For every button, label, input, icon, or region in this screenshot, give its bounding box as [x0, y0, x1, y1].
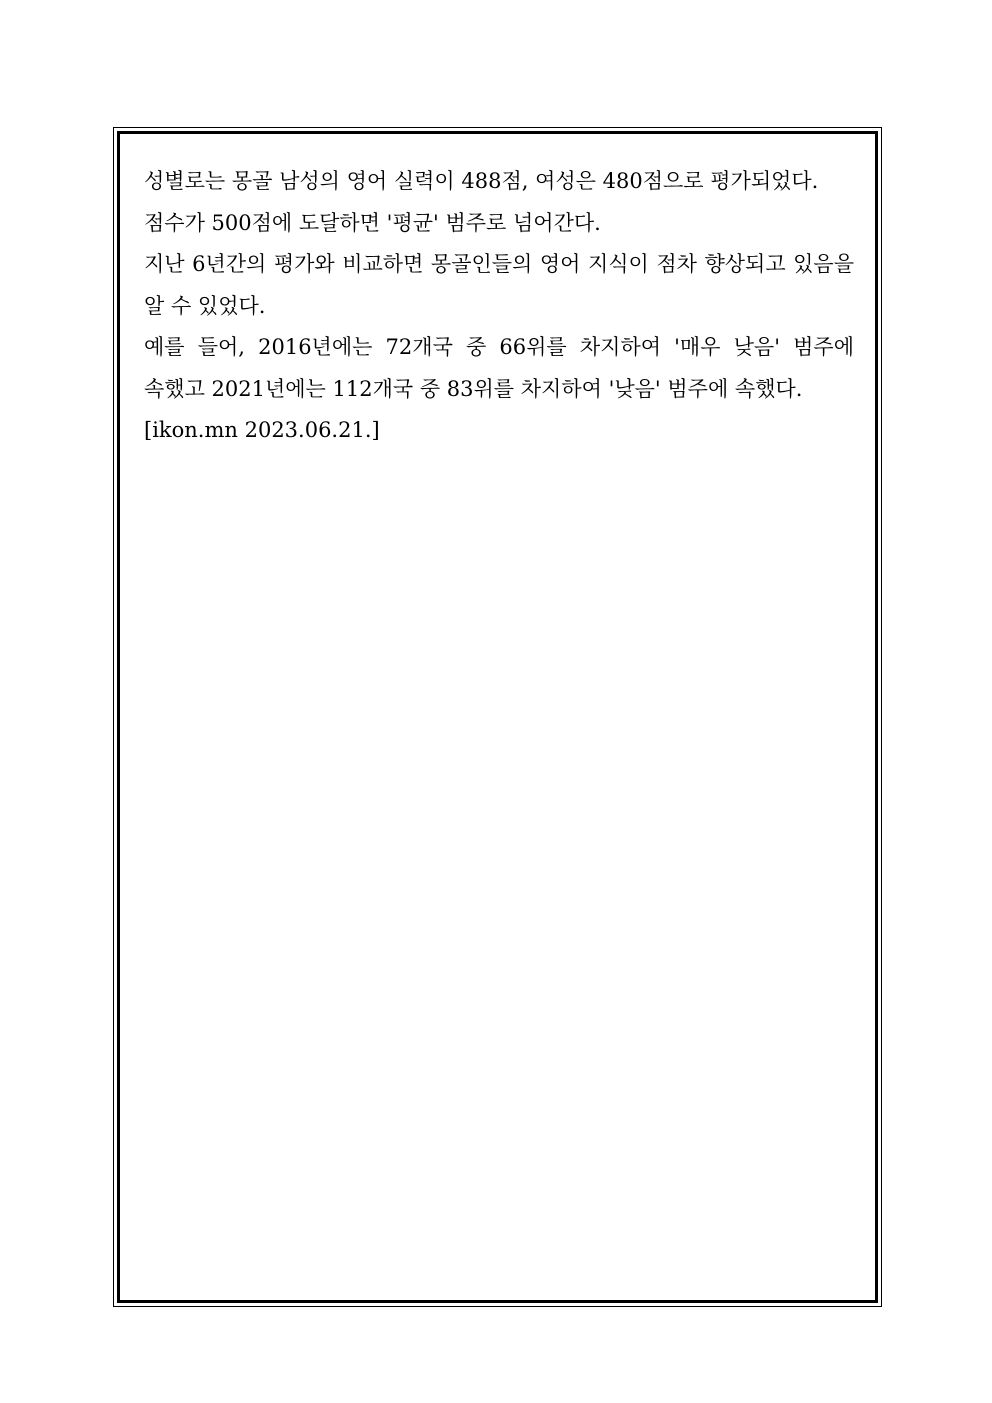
document-body	[144, 161, 854, 452]
paragraph-gender-scores: 성별로는 몽골 남성의 영어 실력이 488점, 여성은 480점으로 평가되었다.	[144, 169, 819, 193]
paragraph-rankings: 예를 들어, 2016년에는 72개국 중 66위를 차지하여 '매우 낮음' 범주에 속했고 2021년에는 112개국 중 83위를 차지하여 '낮음' 범주에 속했다.	[144, 335, 854, 401]
document-frame-inner	[117, 131, 878, 1303]
document-frame-outer	[113, 127, 882, 1307]
paragraph-average-threshold: 점수가 500점에 도달하면 '평균' 범주로 넘어간다.	[144, 210, 601, 235]
paragraph-improvement: 지난 6년간의 평가와 비교하면 몽골인들의 영어 지식이 점차 향상되고 있음을 알 수 있었다.	[144, 252, 854, 318]
paragraph-source: [ikon.mn 2023.06.21.]	[144, 418, 380, 442]
